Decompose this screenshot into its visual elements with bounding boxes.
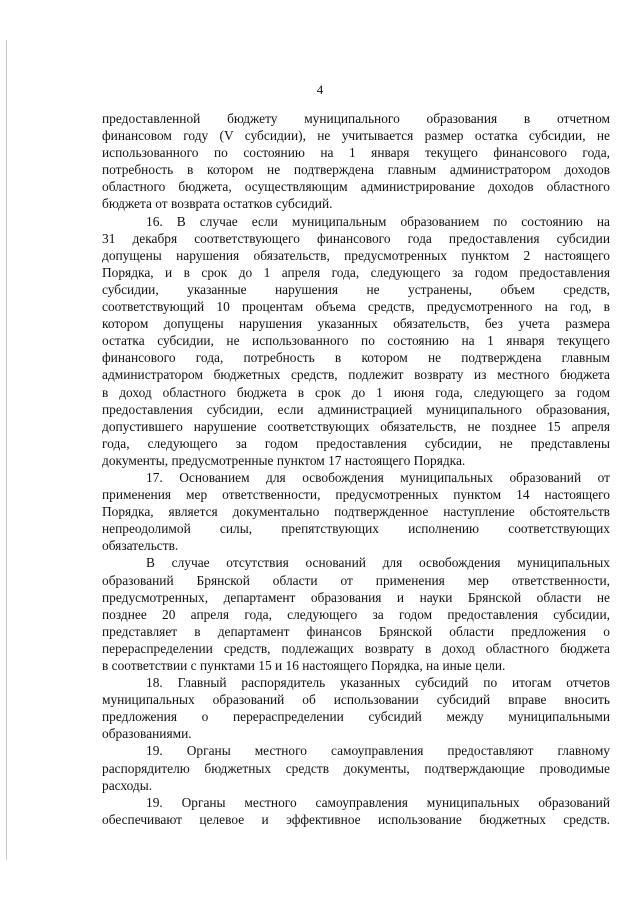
paragraph <box>102 742 610 793</box>
text-line: 19. Органы местного самоуправления муниципальных образований <box>146 794 610 810</box>
text-line: применения мер ответственности, предусмотренных пунктом 14 настоящего <box>102 487 610 503</box>
text-line: финансовом году (V субсидии), не учитывается размер остатка субсидии, не <box>102 128 610 144</box>
text-line: допустившего нарушение соответствующих обязательств, не позднее 15 апреля <box>102 418 610 434</box>
paragraph <box>102 674 610 742</box>
document-body <box>102 110 610 828</box>
text-line: муниципальных образований об использовании субсидий вправе вносить <box>102 692 610 708</box>
paragraph <box>102 554 610 674</box>
paragraph <box>102 469 610 554</box>
text-line: финансового года, потребность в котором не подтверждена главным <box>102 350 610 366</box>
text-line: 16. В случае если муниципальным образованием по состоянию на <box>146 213 610 229</box>
text-line: позднее 20 апреля года, следующего за годом предоставления субсидии, <box>102 606 610 622</box>
text-line: субсидии, указанные нарушения не устранены, объем средств, <box>102 281 610 297</box>
text-line: администратором бюджетных средств, подлежит возврату из местного бюджета <box>102 367 610 383</box>
text-line: распорядителю бюджетных средств документы, подтверждающие проводимые <box>102 760 610 776</box>
text-line: года, следующего за годом предоставления субсидии, не представлены <box>102 435 610 451</box>
text-line: 19. Органы местного самоуправления предоставляют главному <box>146 743 610 759</box>
text-line: 18. Главный распорядитель указанных субсидий по итогам отчетов <box>146 675 610 691</box>
text-line: расходы. <box>102 777 153 793</box>
text-line: областного бюджета, осуществляющим администрирование доходов областного <box>102 179 610 195</box>
paragraph <box>102 213 610 469</box>
text-line: перераспределении средств, подлежащих возврату в доход областного бюджета <box>102 640 610 656</box>
text-line: предложения о перераспределении субсидий между муниципальными <box>102 709 610 725</box>
text-line: предусмотренных, департамент образования и науки Брянской области не <box>102 589 610 605</box>
text-line: в доход областного бюджета в срок до 1 июня года, следующего за годом <box>102 384 610 400</box>
text-line: обеспечивают целевое и эффективное использование бюджетных средств. <box>102 811 610 827</box>
page-number: 4 <box>316 82 324 97</box>
text-line: образований Брянской области от применения мер ответственности, <box>102 572 610 588</box>
text-line: котором допущены нарушения указанных обязательств, без учета размера <box>102 316 610 332</box>
text-line: Порядка, является документально подтвержденное наступление обстоятельств <box>102 504 610 520</box>
text-line: допущены нарушения обязательств, предусмотренных пунктом 2 настоящего <box>102 247 610 263</box>
text-line: потребность в котором не подтверждена главным администратором доходов <box>102 162 610 178</box>
text-line: предоставления субсидии, если администрацией муниципального образования, <box>102 401 610 417</box>
text-line: 17. Основанием для освобождения муниципальных образований от <box>146 469 610 485</box>
text-line: соответствующий 10 процентам объема средств, предусмотренного на год, в <box>102 299 610 315</box>
text-line: представляет в департамент финансов Брянской области предложения о <box>102 623 610 639</box>
paragraph <box>102 794 610 828</box>
text-line: В случае отсутствия оснований для освобождения муниципальных <box>146 555 610 571</box>
text-line: образованиями. <box>102 726 192 742</box>
text-line: 31 декабря соответствующего финансового года предоставления субсидии <box>102 230 610 246</box>
text-line: остатка субсидии, не использованного по состоянию на 1 января текущего <box>102 333 610 349</box>
text-line: в соответствии с пунктами 15 и 16 настоящего Порядка, на иные цели. <box>102 658 506 673</box>
text-line: Порядка, и в срок до 1 апреля года, следующего за годом предоставления <box>102 264 610 280</box>
text-line: документы, предусмотренные пунктом 17 настоящего Порядка. <box>102 452 466 468</box>
paragraph <box>102 110 610 213</box>
text-line: непреодолимой силы, препятствующих исполнению соответствующих <box>102 521 610 537</box>
text-line: бюджета от возврата остатков субсидий. <box>102 196 333 212</box>
text-line: использованного по состоянию на 1 января текущего финансового года, <box>102 145 610 161</box>
binding-edge-mark <box>6 40 7 860</box>
text-line: предоставленной бюджету муниципального образования в отчетном <box>102 111 610 126</box>
text-line: обязательств. <box>102 538 179 554</box>
